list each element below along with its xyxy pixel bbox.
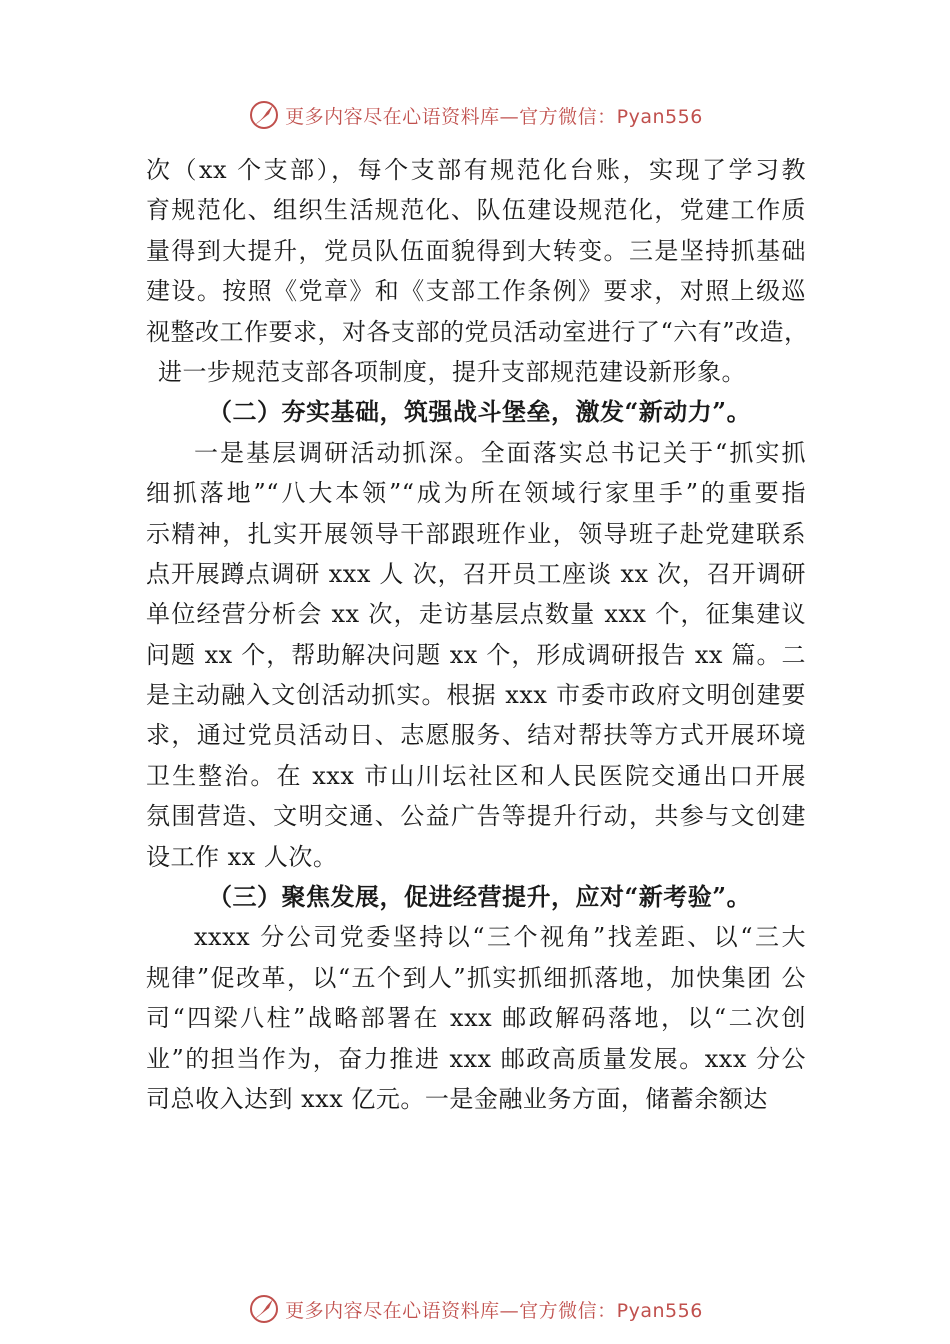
watermark-wechat-id: Pyan556 <box>616 105 703 128</box>
quill-logo-icon <box>247 1292 281 1326</box>
document-body <box>146 150 809 1119</box>
text-line: 单位经营分析会 xx 次，走访基层点数量 xxx 个，征集建议 <box>146 600 806 629</box>
text-line: 业”的担当作为，奋力推进 xxx 邮政高质量发展。xxx 分公 <box>146 1044 806 1073</box>
text-line: 司总收入达到 xxx 亿元。一是金融业务方面，储蓄余额达 <box>146 1084 768 1113</box>
text-line: 育规范化、组织生活规范化、队伍建设规范化，党建工作质 <box>146 196 806 225</box>
text-line: 量得到大提升，党员队伍面貌得到大转变。三是坚持抓基础 <box>146 236 806 265</box>
text-line: xxxx 分公司党委坚持以“三个视角”找差距、以“三大 <box>194 923 806 952</box>
text-line: 视整改工作要求，对各支部的党员活动室进行了“六有”改造， <box>146 317 809 346</box>
watermark-text: 更多内容尽在心语资料库—官方微信：Pyan556 <box>285 105 703 128</box>
header-watermark <box>0 95 950 135</box>
text-line: 司“四梁八柱”战略部署在 xxx 邮政解码落地，以“二次创 <box>146 1004 806 1033</box>
text-line: 一是基层调研活动抓深。全面落实总书记关于“抓实抓 <box>194 438 806 467</box>
text-line: 规律”促改革，以“五个到人”抓实抓细抓落地，加快集团 公 <box>146 963 806 992</box>
text-line: 示精神，扎实开展领导干部跟班作业，领导班子赴党建联系 <box>146 519 806 548</box>
watermark-text: 更多内容尽在心语资料库—官方微信：Pyan556 <box>285 1299 703 1322</box>
text-line: 是主动融入文创活动抓实。根据 xxx 市委市政府文明创建要 <box>146 681 806 710</box>
text-line: 建设。按照《党章》和《支部工作条例》要求，对照上级巡 <box>146 277 806 306</box>
footer-watermark <box>0 1289 950 1329</box>
text-line: 求，通过党员活动日、志愿服务、结对帮扶等方式开展环境 <box>146 721 806 750</box>
quill-logo-icon <box>247 98 281 132</box>
text-line: 氛围营造、文明交通、公益广告等提升行动，共参与文创建 <box>146 802 806 831</box>
text-line: 卫生整治。在 xxx 市山川坛社区和人民医院交通出口开展 <box>146 761 806 790</box>
watermark-wechat-id: Pyan556 <box>616 1299 703 1322</box>
text-line: 设工作 xx 人次。 <box>146 842 338 871</box>
text-line: 问题 xx 个，帮助解决问题 xx 个，形成调研报告 xx 篇。二 <box>146 640 806 669</box>
section-heading-3: （三）聚焦发展，促进经营提升，应对“新考验”。 <box>208 882 752 912</box>
text-line: 次（xx 个支部），每个支部有规范化台账，实现了学习教 <box>146 156 806 184</box>
section-heading-2: （二）夯实基础，筑强战斗堡垒，激发“新动力”。 <box>208 397 752 427</box>
text-line: 进一步规范支部各项制度，提升支部规范建设新形象。 <box>158 357 746 386</box>
text-line: 点开展蹲点调研 xxx 人 次，召开员工座谈 xx 次，召开调研 <box>146 559 806 588</box>
text-line: 细抓落地”“八大本领”“成为所在领域行家里手”的重要指 <box>146 479 806 508</box>
